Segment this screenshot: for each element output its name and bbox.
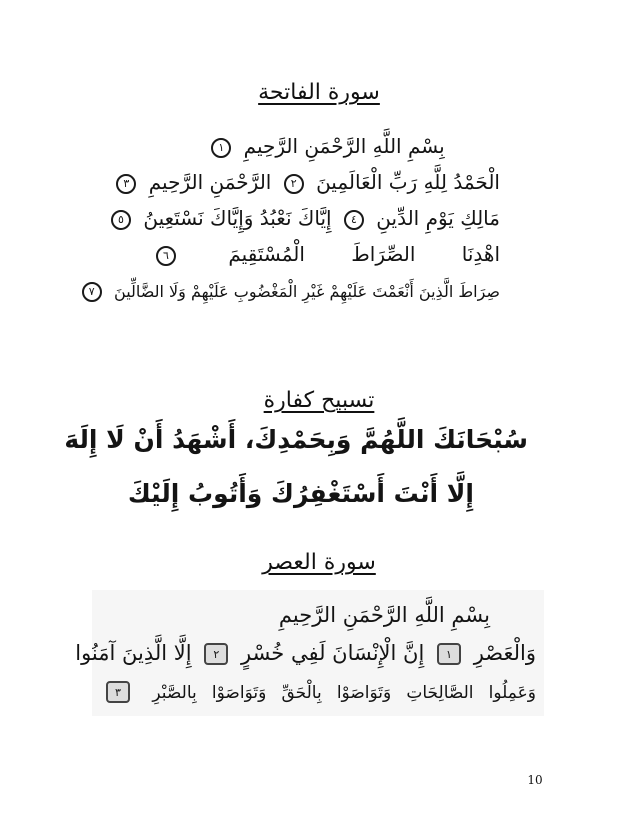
ayah-marker-4: ٤ bbox=[344, 210, 364, 230]
ayah-marker-7: ٧ bbox=[82, 282, 102, 302]
kaffara-line-2: إِلَّا أَنْتَ أَسْتَغْفِرُكَ وَأَتُوبُ إِلَيْكَ bbox=[127, 479, 474, 508]
fatiha-ayah-5: إِيَّاكَ نَعْبُدُ وَإِيَّاكَ نَسْتَعِينُ bbox=[143, 206, 332, 230]
ayah-marker-5: ٥ bbox=[111, 210, 131, 230]
fatiha-ayah-6: اهْدِنَا الصِّرَاطَ الْمُسْتَقِيمَ bbox=[228, 242, 500, 266]
asr-basmala: بِسْمِ اللَّهِ الرَّحْمَنِ الرَّحِيمِ bbox=[278, 603, 490, 627]
asr-ayah-3: إِلَّا الَّذِينَ آمَنُوا bbox=[75, 641, 192, 665]
kaffara-text bbox=[64, 420, 528, 528]
ayah-marker-3: ٣ bbox=[116, 174, 136, 194]
asr-text bbox=[75, 596, 536, 710]
asr-ayah-1: وَالْعَصْرِ bbox=[473, 641, 536, 665]
asr-title: سورة العصر bbox=[262, 550, 376, 575]
fatiha-ayah-2: الْحَمْدُ لِلَّهِ رَبِّ الْعَالَمِينَ bbox=[316, 170, 500, 194]
asr-ayah-marker-3: ٣ bbox=[106, 681, 130, 703]
asr-ayah-3-cont: وَعَمِلُوا الصَّالِحَاتِ وَتَوَاصَوْا بِالْحَقِّ وَتَوَاصَوْا بِالصَّبْرِ bbox=[152, 683, 536, 703]
page-number: 10 bbox=[527, 773, 543, 787]
fatiha-text bbox=[88, 128, 500, 308]
asr-line-2 bbox=[100, 672, 536, 710]
fatiha-line-4 bbox=[150, 236, 500, 272]
asr-ayah-marker-2: ٢ bbox=[204, 643, 228, 665]
fatiha-line-5 bbox=[88, 272, 500, 308]
fatiha-line-2 bbox=[123, 164, 500, 200]
fatiha-ayah-7: صِرَاطَ الَّذِينَ أَنْعَمْتَ عَلَيْهِمْ غَيْرِ الْمَغْضُوبِ عَلَيْهِمْ وَلَا الضَّالِّينَ bbox=[114, 282, 500, 301]
fatiha-ayah-4: مَالِكِ يَوْمِ الدِّينِ bbox=[376, 206, 500, 230]
fatiha-line-3 bbox=[118, 200, 500, 236]
asr-ayah-marker-1: ١ bbox=[437, 643, 461, 665]
asr-ayah-2: إِنَّ الْإِنْسَانَ لَفِي خُسْرٍ bbox=[240, 641, 425, 665]
kaffara-title: تسبيح كفارة bbox=[263, 388, 375, 413]
asr-line-1 bbox=[75, 634, 536, 672]
ayah-marker-2: ٢ bbox=[284, 174, 304, 194]
ayah-marker-1: ١ bbox=[211, 138, 231, 158]
fatiha-ayah-3: الرَّحْمَنِ الرَّحِيمِ bbox=[148, 170, 272, 194]
ayah-marker-6: ٦ bbox=[156, 246, 176, 266]
fatiha-basmala-line bbox=[150, 128, 500, 164]
kaffara-line-1: سُبْحَانَكَ اللَّهُمَّ وَبِحَمْدِكَ، أَشْهَدُ أَنْ لَا إِلَهَ bbox=[64, 425, 528, 454]
fatiha-basmala: بِسْمِ اللَّهِ الرَّحْمَنِ الرَّحِيمِ bbox=[243, 134, 445, 158]
fatiha-title: سورة الفاتحة bbox=[258, 80, 380, 105]
